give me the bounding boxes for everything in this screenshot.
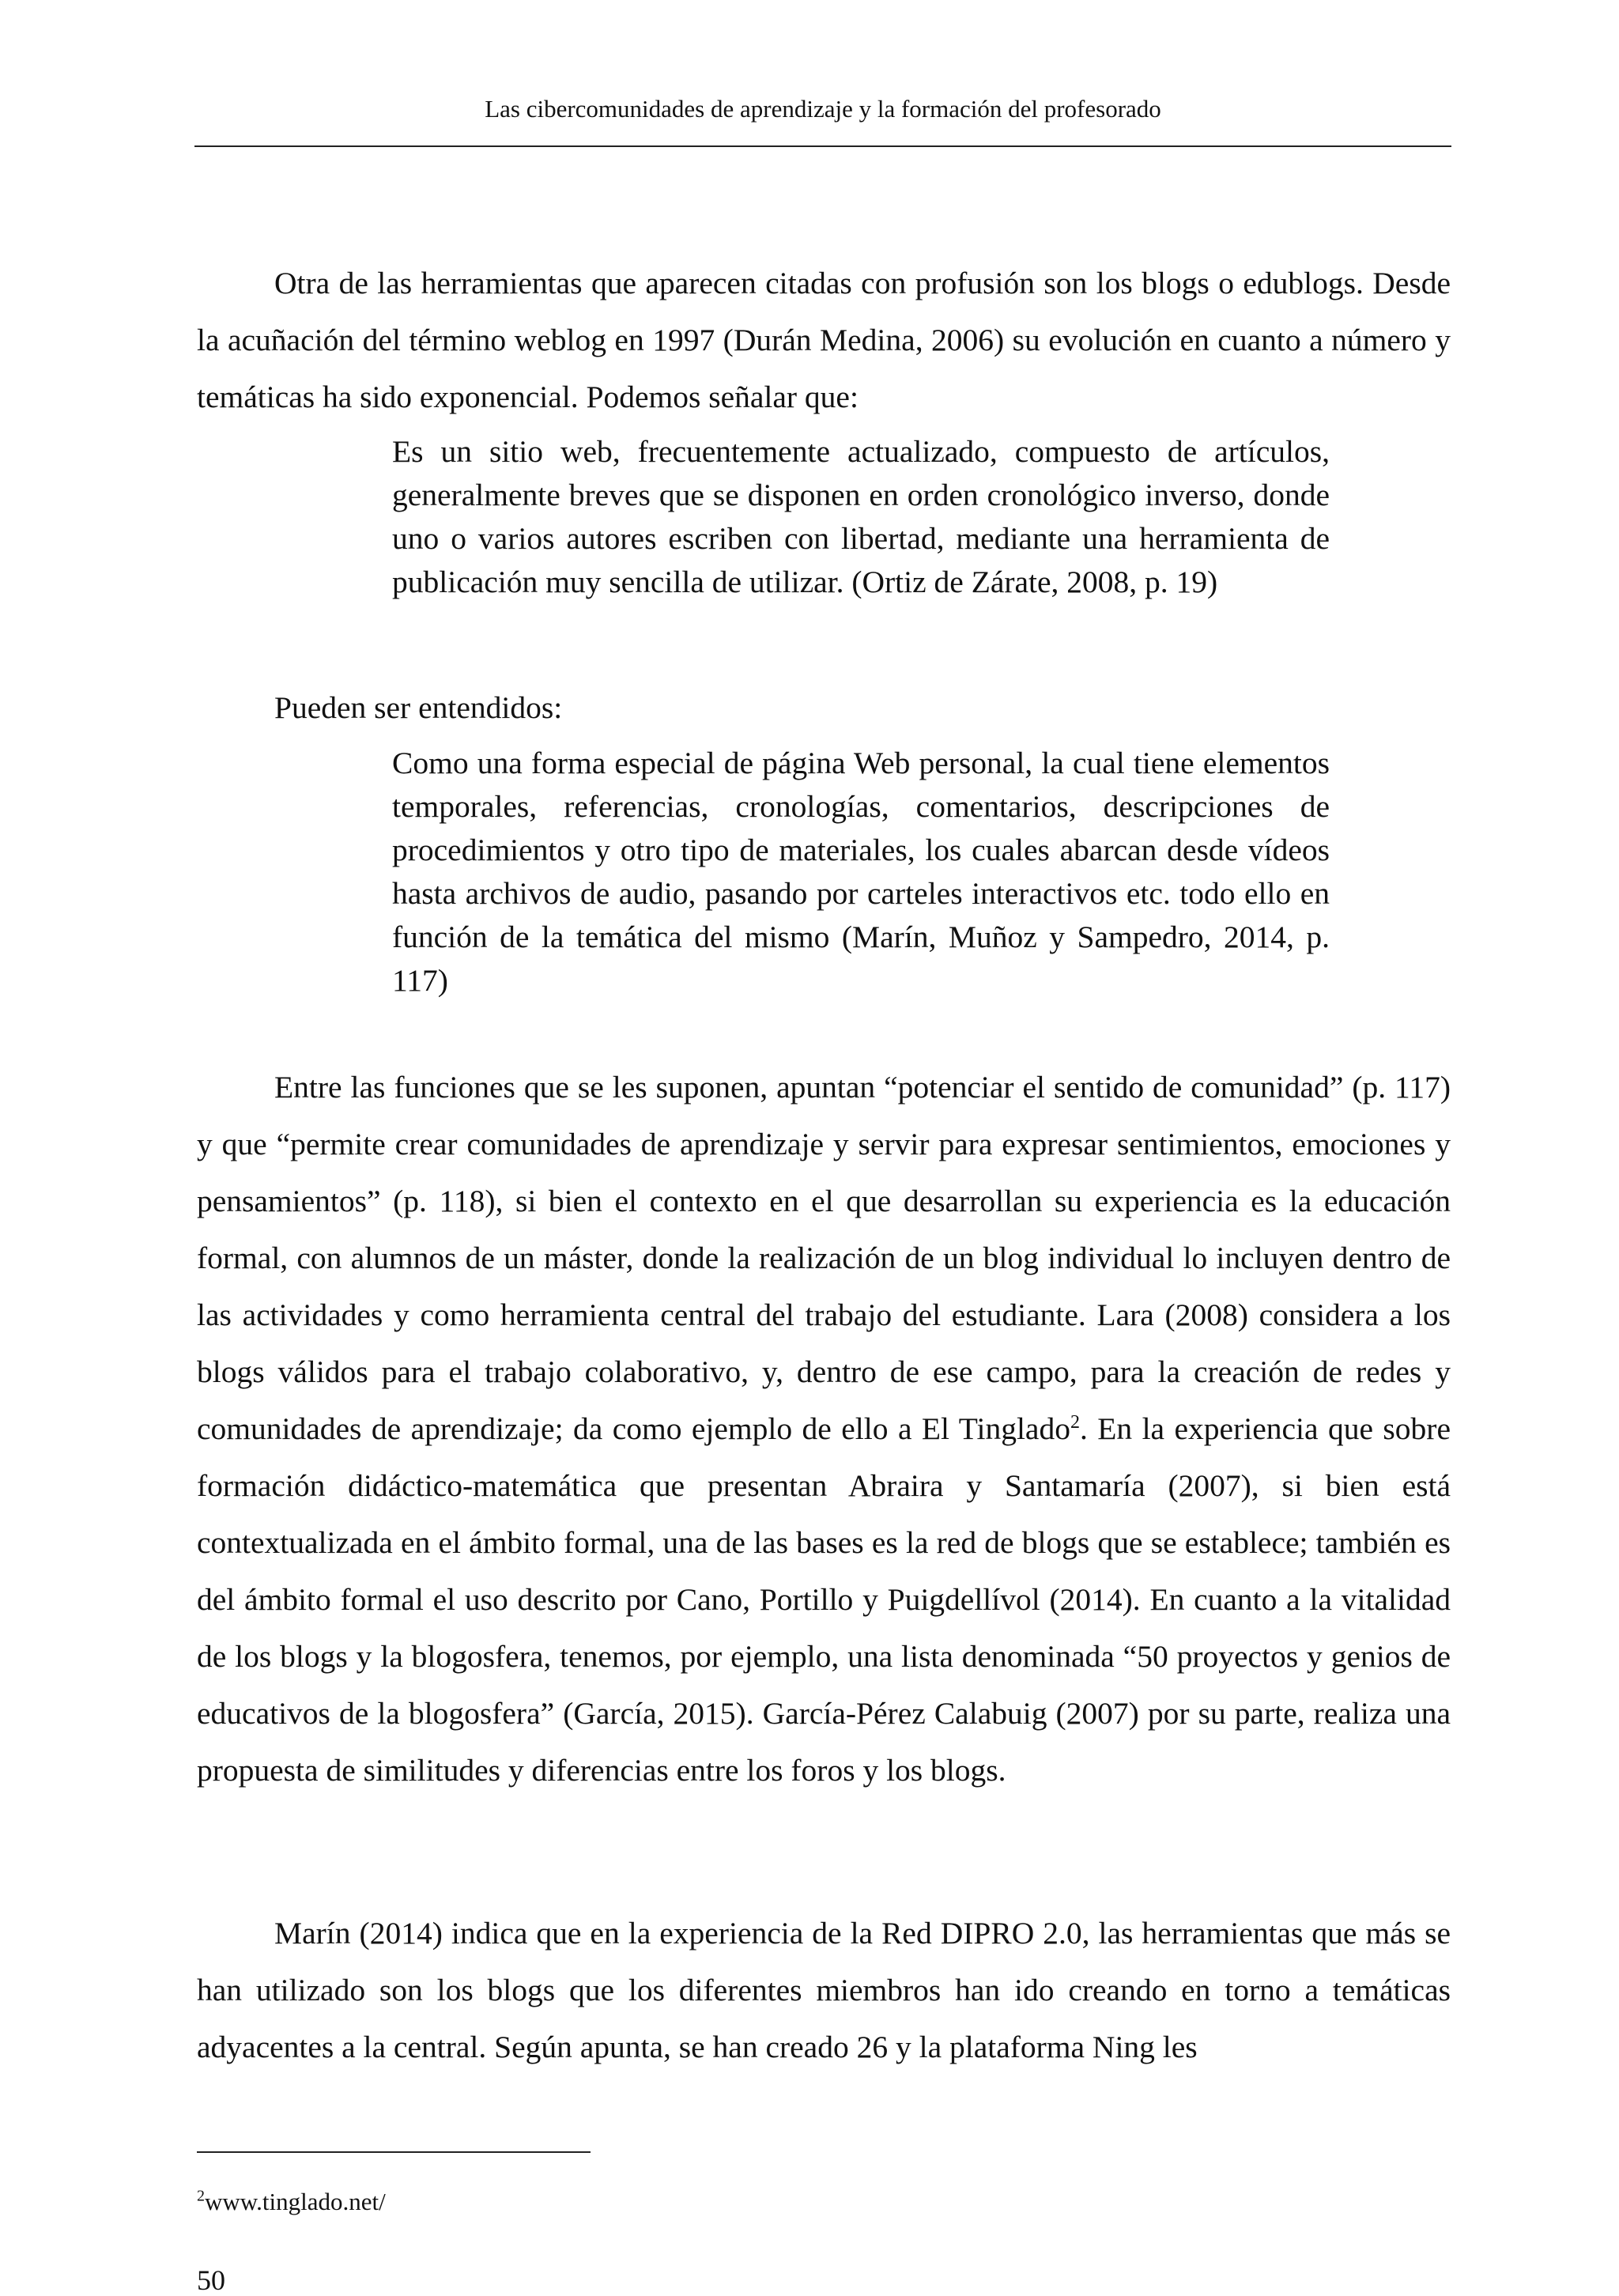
footnote-separator — [197, 2151, 591, 2153]
paragraph-text-part: Entre las funciones que se les suponen, apuntan “potenciar el sentido de comunidad” (p. 117) y que “permite crear comunidades de aprendizaje y servir para expresar sentimientos, emociones y pensamientos” (p. 118), si bien el contexto en el que desarrollan su experiencia es la educación formal, con alumnos de un máster, donde la realización de un blog individual lo incluyen dentro de las actividades y como herramienta central del trabajo del estudiante. Lara (2008) considera a los blogs válidos para el trabajo colaborativo, y, dentro de ese campo, para la creación de redes y comunidades de aprendizaje; da como ejemplo de ello a El Tinglado — [197, 1070, 1451, 1446]
paragraph-text-part: . En la experiencia que sobre formación didáctico-matemática que presentan Abraira y Santamaría (2007), si bien está contextualizada en el ámbito formal, una de las bases es la red de blogs que se establece; también es del ámbito formal el uso descrito por Cano, Portillo y Puigdellívol (2014). En cuanto a la vitalidad de los blogs y la blogosfera, tenemos, por ejemplo, una lista denominada “50 proyectos y genios de educativos de la blogosfera” (García, 2015). García-Pérez Calabuig (2007) por su parte, realiza una propuesta de similitudes y diferencias entre los foros y los blogs. — [197, 1411, 1451, 1788]
page-number: 50 — [197, 2264, 225, 2296]
footnote-reference: 2 — [1070, 1411, 1080, 1433]
paragraph-blogs-intro: Otra de las herramientas que aparecen citadas con profusión son los blogs o edublogs. Desde la acuñación del término weblog en 1997 (Durán Medina, 2006) su evolución en cuanto a número y temáticas ha sido exponencial. Podemos señalar que: — [197, 266, 1451, 414]
footnote-text: www.tinglado.net/ — [205, 2188, 386, 2215]
footnote-marker: 2 — [197, 2187, 205, 2205]
running-header: Las cibercomunidades de aprendizaje y la formación del profesorado — [485, 95, 1161, 123]
footnote — [197, 2186, 386, 2218]
block-quote-ortiz: Es un sitio web, frecuentemente actualizado, compuesto de artículos, generalmente breves que se disponen en orden cronológico inverso, donde uno o varios autores escriben con libertad, mediante una herramienta de publicación muy sencilla de utilizar. (Ortiz de Zárate, 2008, p. 19) — [392, 434, 1330, 599]
paragraph-blog-functions — [197, 1059, 1451, 1799]
block-quote-marin: Como una forma especial de página Web personal, la cual tiene elementos temporales, referencias, cronologías, comentarios, descripciones de procedimientos y otro tipo de materiales, los cuales abarcan desde vídeos hasta archivos de audio, pasando por carteles interactivos etc. todo ello en función de la temática del mismo (Marín, Muñoz y Sampedro, 2014, p. 117) — [392, 746, 1330, 998]
paragraph-dipro: Marín (2014) indica que en la experiencia de la Red DIPRO 2.0, las herramientas que más se han utilizado son los blogs que los diferentes miembros han ido creando en torno a temáticas adyacentes a la central. Según apunta, se han creado 26 y la plataforma Ning les — [197, 1916, 1451, 2064]
header-rule — [194, 145, 1451, 147]
paragraph-lead-entendidos: Pueden ser entendidos: — [274, 690, 563, 725]
